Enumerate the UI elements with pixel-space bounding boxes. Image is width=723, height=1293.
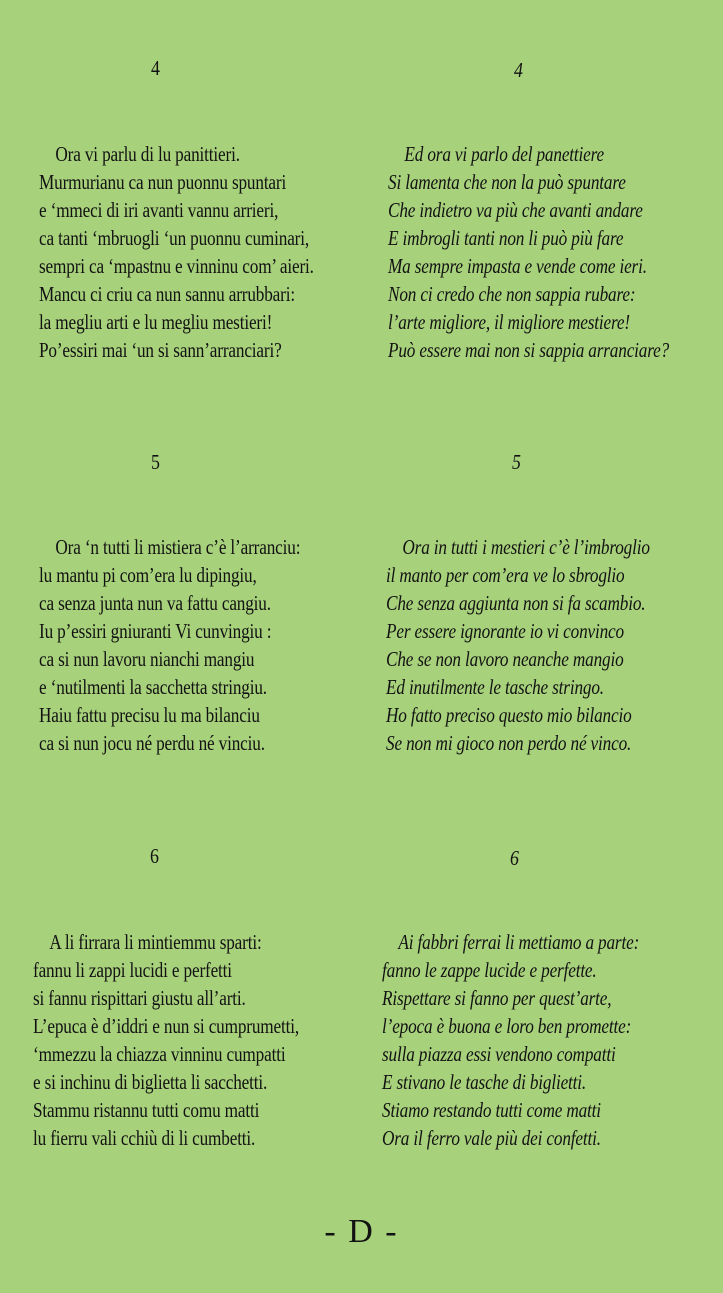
verse-line: Ma sempre impasta e vende come ieri. (388, 254, 647, 278)
stanza-italian-6 (382, 928, 639, 1152)
verse-line: Stiamo restando tutti come matti (382, 1098, 601, 1122)
verse-line: l’arte migliore, il migliore mestiere! (388, 310, 630, 334)
verse-line: Murmurianu ca nun puonnu spuntari (39, 170, 287, 194)
verse-line: fanno le zappe lucide e perfette. (382, 958, 597, 982)
verse-line: Ho fatto preciso questo mio bilancio (386, 703, 632, 727)
stanza-number-italian: 4 (514, 58, 523, 82)
stanza-number-dialect: 5 (151, 450, 160, 474)
stanza-dialect-6 (33, 928, 299, 1152)
stanza-italian-5 (386, 533, 650, 757)
verse-line: sempri ca ‘mpastnu e vinninu com’ aieri. (39, 254, 314, 278)
verse-line: Haiu fattu precisu lu ma bilanciu (39, 703, 260, 727)
verse-line: Può essere mai non si sappia arranciare? (388, 338, 670, 362)
verse-line: e si inchinu di biglietta li sacchetti. (33, 1070, 268, 1094)
verse-line: Po’essiri mai ‘un si sann’arranciari? (39, 338, 282, 362)
verse-line: Ora il ferro vale più dei confetti. (382, 1126, 601, 1150)
stanza-number-dialect: 4 (151, 56, 160, 80)
stanza-italian-4 (388, 140, 669, 364)
verse-line: ca senza junta nun va fattu cangiu. (39, 591, 271, 615)
verse-line: E stivano le tasche di biglietti. (382, 1070, 587, 1094)
verse-line: L’epuca è d’iddri e nun si cumprumetti, (33, 1014, 300, 1038)
verse-line: Ed ora vi parlo del panettiere (404, 142, 605, 166)
verse-line: ca tanti ‘mbruogli ‘un puonnu cuminari, (39, 226, 310, 250)
verse-line: Stammu ristannu tutti comu matti (33, 1098, 260, 1122)
verse-line: Ed inutilmente le tasche stringo. (386, 675, 604, 699)
verse-line: Rispettare si fanno per quest’arte, (382, 986, 612, 1010)
verse-line: Che indietro va più che avanti andare (388, 198, 643, 222)
verse-line: il manto per com’era ve lo sbroglio (386, 563, 625, 587)
verse-line: la megliu arti e lu megliu mestieri! (39, 310, 273, 334)
verse-line: e ‘nutilmenti la sacchetta stringiu. (39, 675, 267, 699)
stanza-dialect-4 (39, 140, 314, 364)
verse-line: Non ci credo che non sappia rubare: (388, 282, 636, 306)
verse-line: ca si nun lavoru nianchi mangiu (39, 647, 255, 671)
verse-line: Per essere ignorante io vi convinco (386, 619, 624, 643)
verse-line: Si lamenta che non la può spuntare (388, 170, 626, 194)
verse-line: lu fierru vali cchiù di li cumbetti. (33, 1126, 256, 1150)
verse-line: Che senza aggiunta non si fa scambio. (386, 591, 646, 615)
verse-line: si fannu rispittari giustu all’arti. (33, 986, 246, 1010)
verse-line: Iu p’essiri gniuranti Vi cunvingiu : (39, 619, 272, 643)
verse-line: sulla piazza essi vendono compatti (382, 1042, 616, 1066)
verse-line: Mancu ci criu ca nun sannu arrubbari: (39, 282, 295, 306)
verse-line: Ora ‘n tutti li mistiera c’è l’arranciu: (55, 535, 301, 559)
verse-line: ca si nun jocu né perdu né vinciu. (39, 731, 265, 755)
verse-line: l’epoca è buona e loro ben promette: (382, 1014, 632, 1038)
verse-line: lu mantu pi com’era lu dipingiu, (39, 563, 257, 587)
verse-line: Che se non lavoro neanche mangio (386, 647, 624, 671)
verse-line: A li firrara li mintiemmu sparti: (49, 930, 262, 954)
verse-line: E imbrogli tanti non li può più fare (388, 226, 624, 250)
verse-line: Se non mi gioco non perdo né vinco. (386, 731, 632, 755)
verse-line: fannu li zappi lucidi e perfetti (33, 958, 232, 982)
stanza-number-italian: 5 (512, 450, 521, 474)
verse-line: Ora vi parlu di lu panittieri. (55, 142, 240, 166)
stanza-number-italian: 6 (510, 846, 519, 870)
verse-line: Ai fabbri ferrai li mettiamo a parte: (398, 930, 640, 954)
stanza-number-dialect: 6 (150, 844, 159, 868)
page-letter: - D - (324, 1213, 399, 1250)
verse-line: e ‘mmeci di iri avanti vannu arrieri, (39, 198, 279, 222)
stanza-dialect-5 (39, 533, 300, 757)
verse-line: Ora in tutti i mestieri c’è l’imbroglio (402, 535, 650, 559)
verse-line: ‘mmezzu la chiazza vinninu cumpatti (33, 1042, 286, 1066)
